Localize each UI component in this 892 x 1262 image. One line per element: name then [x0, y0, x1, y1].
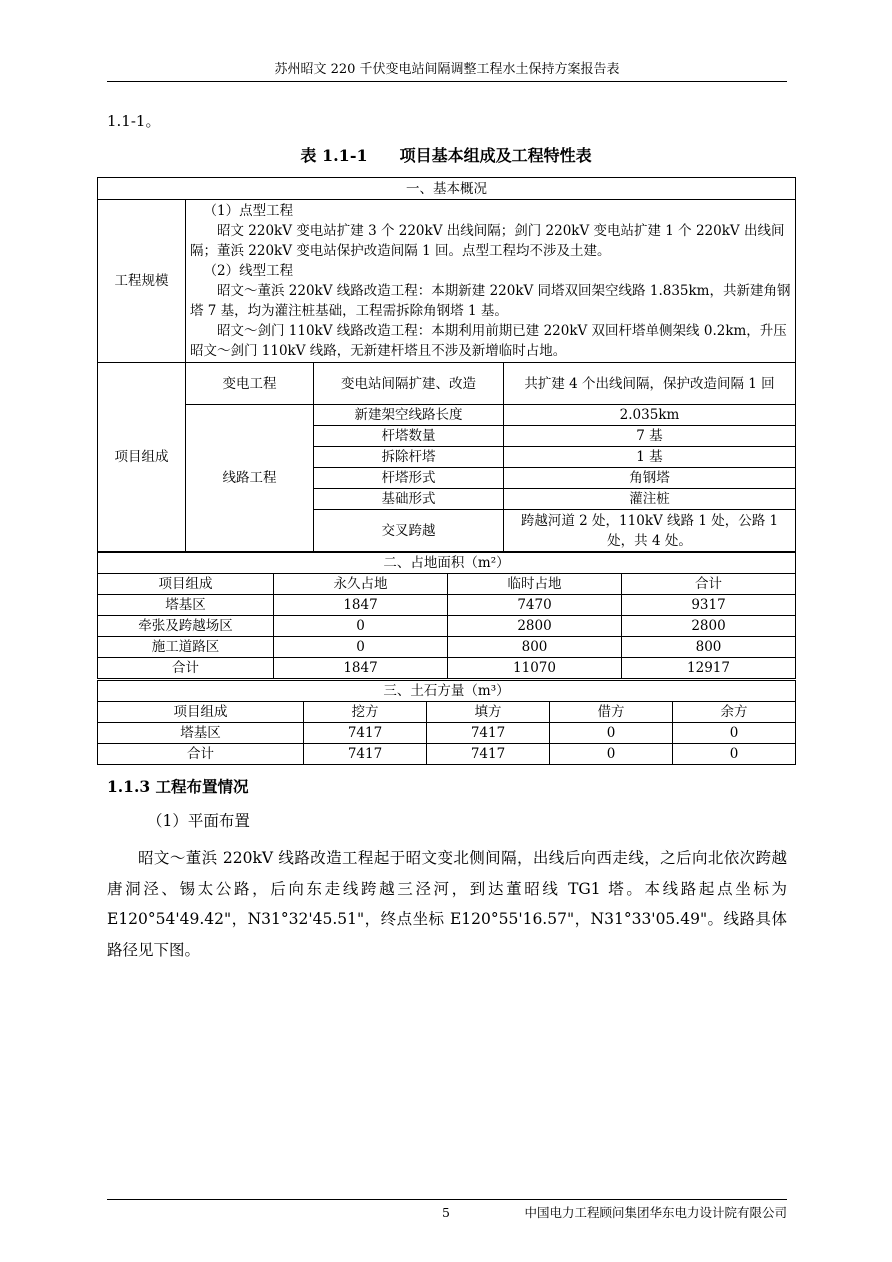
table-cell: 800 [448, 637, 622, 658]
line-item: 杆塔数量 [314, 426, 504, 447]
land-area-table [97, 552, 796, 679]
table-row [98, 658, 796, 679]
line-value: 1 基 [504, 447, 796, 468]
column-header: 挖方 [304, 702, 427, 723]
line-item: 基础形式 [314, 489, 504, 510]
table-cell: 11070 [448, 658, 622, 679]
scale-line: 昭文～剑门 110kV 线路改造工程：本期利用前期已建 220kV 双回杆塔单侧架线 0.2km，升压昭文～剑门 110kV 线路，无新建杆塔且不涉及新增临时占地。 [190, 323, 787, 359]
footer-company: 中国电力工程顾问集团华东电力设计院有限公司 [524, 1205, 787, 1220]
table-cell: 0 [274, 637, 448, 658]
line-value: 7 基 [504, 426, 796, 447]
scale-line: （2）线型工程 [203, 263, 294, 279]
line-label: 线路工程 [186, 405, 314, 552]
line-item: 拆除杆塔 [314, 447, 504, 468]
column-header: 项目组成 [98, 702, 304, 723]
line-value: 2.035km [504, 405, 796, 426]
table-cell: 7470 [448, 595, 622, 616]
scale-line: 昭文～董浜 220kV 线路改造工程：本期新建 220kV 同塔双回架空线路 1.835km，共新建角钢塔 7 基，均为灌注桩基础，工程需拆除角钢塔 1 基。 [190, 283, 791, 319]
scale-label: 工程规模 [98, 200, 186, 363]
composition-label: 项目组成 [98, 363, 186, 552]
table-cell: 2800 [448, 616, 622, 637]
header-rule [107, 81, 787, 82]
scale-description [186, 200, 796, 363]
column-header: 合计 [622, 574, 796, 595]
table-cell: 7417 [304, 723, 427, 744]
section-heading: 1.1.3 工程布置情况 [107, 777, 249, 796]
table-cell: 7417 [304, 744, 427, 765]
table-row [98, 744, 796, 765]
table-cell: 塔基区 [98, 723, 304, 744]
table-cell: 1847 [274, 595, 448, 616]
body-paragraph: 昭文～董浜 220kV 线路改造工程起于昭文变北侧间隔，出线后向西走线，之后向北依次跨越唐洞泾、锡太公路，后向东走线跨越三泾河，到达董昭线 TG1 塔。本线路起点坐标为 E120°54'49.42"，N31°32'45.51"，终点坐标 E120°55'16.57"，N31°33'05.49"。线路具体路径见下图。 [107, 849, 787, 959]
column-header: 临时占地 [448, 574, 622, 595]
table-cell: 800 [622, 637, 796, 658]
column-header: 永久占地 [274, 574, 448, 595]
column-header: 借方 [550, 702, 673, 723]
table-cell: 9317 [622, 595, 796, 616]
scale-line: （1）点型工程 [203, 203, 294, 219]
table-row [98, 616, 796, 637]
table-row [98, 637, 796, 658]
column-header: 余方 [673, 702, 796, 723]
earthwork-table [97, 680, 796, 765]
page-number: 5 [442, 1205, 450, 1220]
table-cell: 塔基区 [98, 595, 274, 616]
substation-label: 变电工程 [186, 363, 314, 405]
footer-rule [107, 1199, 787, 1200]
running-header: 苏州昭文 220 千伏变电站间隔调整工程水土保持方案报告表 [274, 62, 620, 77]
table-cell: 0 [673, 723, 796, 744]
line-value: 灌注桩 [504, 489, 796, 510]
table-title: 表 1.1-1 项目基本组成及工程特性表 [300, 146, 592, 165]
table-row [98, 723, 796, 744]
line-value: 角钢塔 [504, 468, 796, 489]
table-row [98, 595, 796, 616]
table-cell: 牵张及跨越场区 [98, 616, 274, 637]
table-cell: 0 [550, 744, 673, 765]
table-cell: 0 [274, 616, 448, 637]
line-item: 交叉跨越 [314, 510, 504, 552]
line-item: 新建架空线路长度 [314, 405, 504, 426]
table-cell: 0 [673, 744, 796, 765]
lead-text: 1.1-1。 [107, 112, 161, 130]
table-cell: 7417 [427, 744, 550, 765]
substation-item: 变电站间隔扩建、改造 [314, 363, 504, 405]
table-cell: 7417 [427, 723, 550, 744]
table-cell: 合计 [98, 658, 274, 679]
line-item: 杆塔形式 [314, 468, 504, 489]
table-cell: 12917 [622, 658, 796, 679]
sub-heading: （1）平面布置 [147, 812, 250, 830]
substation-value: 共扩建 4 个出线间隔，保护改造间隔 1 回 [504, 363, 796, 405]
line-value: 跨越河道 2 处，110kV 线路 1 处，公路 1 处，共 4 处。 [504, 510, 796, 552]
section-heading-overview: 一、基本概况 [98, 178, 796, 200]
table-cell: 施工道路区 [98, 637, 274, 658]
table-cell: 0 [550, 723, 673, 744]
section-heading-land: 二、占地面积（m²） [98, 553, 796, 574]
column-header: 填方 [427, 702, 550, 723]
section-heading-earthwork: 三、土石方量（m³） [98, 681, 796, 702]
table-cell: 2800 [622, 616, 796, 637]
column-header: 项目组成 [98, 574, 274, 595]
table-cell: 1847 [274, 658, 448, 679]
scale-line: 昭文 220kV 变电站扩建 3 个 220kV 出线间隔；剑门 220kV 变电站扩建 1 个 220kV 出线间隔；董浜 220kV 变电站保护改造间隔 1 回。点型工程均不涉及土建。 [190, 223, 785, 259]
overview-table [97, 177, 796, 552]
table-cell: 合计 [98, 744, 304, 765]
